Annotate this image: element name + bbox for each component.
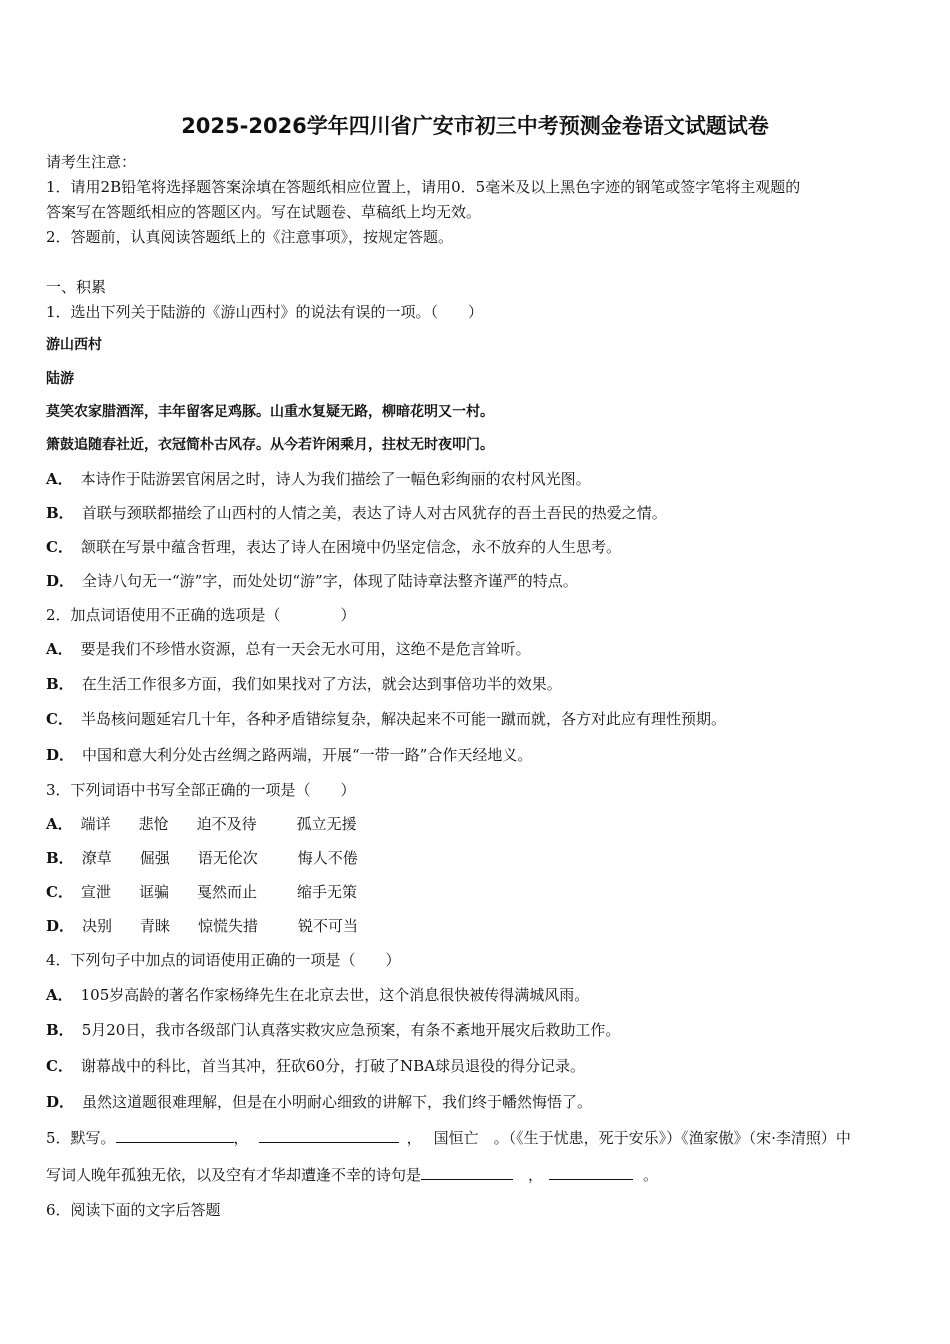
option-word: 缩手无策 bbox=[296, 883, 357, 901]
q5-separator: ， bbox=[513, 1166, 544, 1184]
q2-option-b bbox=[46, 674, 562, 694]
q5-quote-tail: 国恒亡 。（《生于忧患，死于安乐》）《渔家傲》（宋·李清照）中 bbox=[433, 1129, 851, 1147]
q2-option-c bbox=[46, 709, 726, 729]
option-letter: D． bbox=[46, 746, 75, 764]
poem-line-1: 莫笑农家腊酒浑，丰年留客足鸡豚。山重水复疑无路，柳暗花明又一村。 bbox=[46, 404, 494, 420]
option-text: 中国和意大利分处古丝绸之路两端，开展“一带一路”合作天经地义。 bbox=[82, 746, 533, 764]
q6-stem: 6．阅读下面的文字后答题 bbox=[46, 1201, 221, 1219]
option-word: 孤立无援 bbox=[296, 815, 357, 833]
poem-line-2: 箫鼓追随春社近，衣冠简朴古风存。从今若许闲乘月，拄杖无时夜叩门。 bbox=[46, 437, 494, 453]
q4-option-d bbox=[46, 1092, 592, 1112]
option-text: 首联与颈联都描绘了山西村的人情之美，表达了诗人对古风犹存的吾土吾民的热爱之情。 bbox=[81, 504, 667, 522]
option-text: 要是我们不珍惜水资源，总有一天会无水可用，这绝不是危言耸听。 bbox=[80, 640, 531, 658]
q3-option-d bbox=[46, 916, 358, 936]
option-text: 全诗八句无一“游”字，而处处切“游”字，体现了陆诗章法整齐谨严的特点。 bbox=[82, 572, 578, 590]
option-letter: A． bbox=[46, 986, 73, 1004]
q3-option-a bbox=[46, 814, 357, 834]
q5-blank-1[interactable] bbox=[116, 1128, 234, 1143]
q2-option-d bbox=[46, 745, 532, 765]
option-word: 戛然而止 bbox=[196, 883, 257, 901]
option-word: 倔强 bbox=[139, 849, 170, 867]
option-letter: A． bbox=[46, 470, 73, 488]
option-text: 半岛核问题延宕几十年，各种矛盾错综复杂，解决起来不可能一蹴而就，各方对此应有理性预期。 bbox=[80, 710, 726, 728]
option-letter: B． bbox=[46, 504, 74, 522]
option-word: 诓骗 bbox=[138, 883, 169, 901]
q5-separator: ， bbox=[233, 1129, 249, 1147]
option-text: 颔联在写景中蕴含哲理，表达了诗人在困境中仍坚定信念，永不放弃的人生思考。 bbox=[80, 538, 621, 556]
option-word: 端详 bbox=[80, 815, 111, 833]
q5-blank-2[interactable] bbox=[259, 1128, 399, 1143]
notice-item-1: 1．请用2B铅笔将选择题答案涂填在答题纸相应位置上，请用0．5毫米及以上黑色字迹的钢笔或签字笔将主观题的 bbox=[46, 178, 801, 196]
q1-option-b bbox=[46, 503, 667, 523]
q3-option-b bbox=[46, 848, 358, 868]
page-title: 2025-2026学年四川省广安市初三中考预测金卷语文试题试卷 bbox=[181, 114, 769, 138]
option-word: 宣泄 bbox=[80, 883, 111, 901]
q1-option-c bbox=[46, 537, 621, 557]
q1-option-d bbox=[46, 571, 578, 591]
poem-title: 游山西村 bbox=[46, 337, 102, 353]
notice-heading: 请考生注意： bbox=[46, 153, 137, 171]
q5-prefix: 5．默写。 bbox=[46, 1129, 116, 1147]
option-word: 迫不及待 bbox=[196, 815, 257, 833]
notice-item-2: 2．答题前，认真阅读答题纸上的《注意事项》，按规定答题。 bbox=[46, 228, 454, 246]
q5-line-2 bbox=[46, 1165, 658, 1185]
q5-end: 。 bbox=[643, 1166, 659, 1184]
option-letter: A． bbox=[46, 815, 73, 833]
q5-line-1 bbox=[46, 1128, 851, 1148]
option-letter: C． bbox=[46, 710, 73, 728]
option-text: 在生活工作很多方面，我们如果找对了方法，就会达到事倍功半的效果。 bbox=[81, 675, 562, 693]
option-word: 锐不可当 bbox=[298, 917, 359, 935]
option-word: 悔人不倦 bbox=[297, 849, 358, 867]
q5-separator: ， bbox=[406, 1129, 422, 1147]
q5-prompt: 写词人晚年孤独无依，以及空有才华却遭逢不幸的诗句是 bbox=[46, 1166, 422, 1184]
option-text: 谢幕战中的科比，首当其冲，狂砍60分，打破了NBA球员退役的得分记录。 bbox=[80, 1057, 586, 1075]
option-letter: A． bbox=[46, 640, 73, 658]
q3-option-c bbox=[46, 882, 357, 902]
option-letter: B． bbox=[46, 675, 74, 693]
option-word: 惊慌失措 bbox=[198, 917, 259, 935]
q1-option-a bbox=[46, 469, 591, 489]
option-letter: D． bbox=[46, 1093, 75, 1111]
notice-item-1-cont: 答案写在答题纸相应的答题区内。写在试题卷、草稿纸上均无效。 bbox=[46, 203, 482, 221]
option-letter: C． bbox=[46, 883, 73, 901]
option-word: 潦草 bbox=[81, 849, 112, 867]
q4-option-c bbox=[46, 1056, 585, 1076]
q1-stem: 1．选出下列关于陆游的《游山西村》的说法有误的一项。（ ） bbox=[46, 303, 484, 321]
q4-option-a bbox=[46, 985, 589, 1005]
option-letter: C． bbox=[46, 1057, 73, 1075]
option-text: 5月20日，我市各级部门认真落实救灾应急预案，有条不紊地开展灾后救助工作。 bbox=[81, 1021, 621, 1039]
option-text: 虽然这道题很难理解，但是在小明耐心细致的讲解下，我们终于幡然悔悟了。 bbox=[82, 1093, 593, 1111]
option-letter: B． bbox=[46, 1021, 74, 1039]
option-letter: C． bbox=[46, 538, 73, 556]
q4-stem: 4．下列句子中加点的词语使用正确的一项是（ ） bbox=[46, 951, 401, 969]
option-letter: D． bbox=[46, 572, 75, 590]
section-heading: 一、积累 bbox=[46, 278, 107, 296]
option-text: 本诗作于陆游罢官闲居之时，诗人为我们描绘了一幅色彩绚丽的农村风光图。 bbox=[80, 470, 591, 488]
option-word: 悲怆 bbox=[138, 815, 169, 833]
q3-stem: 3．下列词语中书写全部正确的一项是（ ） bbox=[46, 781, 356, 799]
option-word: 语无伦次 bbox=[197, 849, 258, 867]
poem-author: 陆游 bbox=[46, 371, 74, 387]
option-letter: D． bbox=[46, 917, 75, 935]
option-word: 决别 bbox=[82, 917, 113, 935]
q4-option-b bbox=[46, 1020, 620, 1040]
q2-option-a bbox=[46, 639, 531, 659]
q2-stem: 2．加点词语使用不正确的选项是（ ） bbox=[46, 606, 356, 624]
option-word: 青睐 bbox=[140, 917, 171, 935]
q5-blank-3[interactable] bbox=[421, 1165, 513, 1180]
option-letter: B． bbox=[46, 849, 74, 867]
option-text: 105岁高龄的著名作家杨绛先生在北京去世，这个消息很快被传得满城风雨。 bbox=[80, 986, 590, 1004]
q5-blank-4[interactable] bbox=[549, 1165, 633, 1180]
